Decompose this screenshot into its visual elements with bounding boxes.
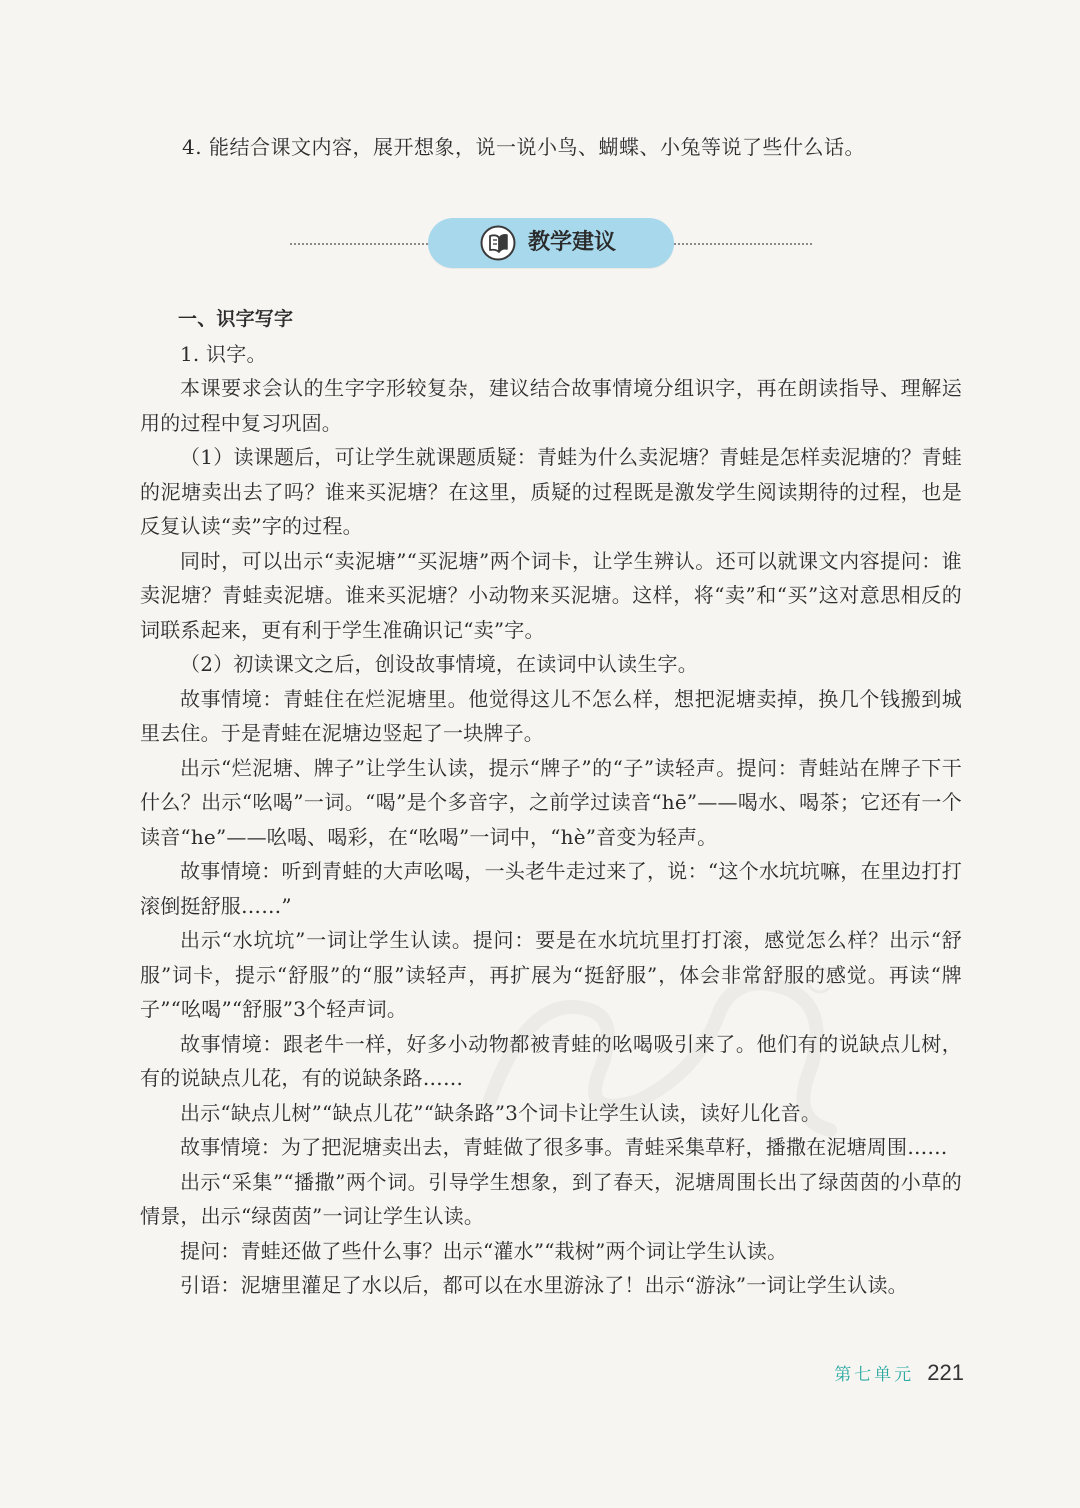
paragraph: 本课要求会认的生字字形较复杂，建议结合故事情境分组识字，再在朗读指导、理解运用的过程中复习巩固。: [140, 376, 962, 435]
page-number: 221: [927, 1360, 964, 1385]
paragraph: 故事情境：青蛙住在烂泥塘里。他觉得这儿不怎么样，想把泥塘卖掉，换几个钱搬到城里去住。于是青蛙在泥塘边竖起了一块牌子。: [140, 686, 962, 745]
paragraph: （1）读课题后，可让学生就课题质疑：青蛙为什么卖泥塘？青蛙是怎样卖泥塘的？青蛙的泥塘卖出去了吗？谁来买泥塘？在这里，质疑的过程既是激发学生阅读期待的过程，也是反复认读“卖”字的过程。: [140, 445, 962, 538]
paragraph: 故事情境：跟老牛一样，好多小动物都被青蛙的吆喝吸引来了。他们有的说缺点儿树，有的说缺点儿花，有的说缺条路……: [140, 1031, 962, 1090]
unit-label: 第七单元: [834, 1365, 915, 1385]
paragraph: （2）初读课文之后，创设故事情境，在读词中认读生字。: [180, 652, 698, 676]
paragraph: 提问：青蛙还做了些什么事？出示“灌水”“栽树”两个词让学生认读。: [180, 1238, 788, 1263]
section-title: 教学建议: [528, 230, 617, 255]
paragraph: 同时，可以出示“卖泥塘”“买泥塘”两个词卡，让学生辨认。还可以就课文内容提问：谁卖泥塘？青蛙卖泥塘。谁来买泥塘？小动物来买泥塘。这样，将“卖”和“买”这对意思相反的词联系起来，更有利于学生准确识记“卖”字。: [140, 548, 962, 642]
paragraph: 故事情境：听到青蛙的大声吆喝，一头老牛走过来了，说：“这个水坑坑嘛，在里边打打滚倒挺舒服……”: [140, 859, 962, 918]
paragraph: 出示“烂泥塘、牌子”让学生认读，提示“牌子”的“子”读轻声。提问：青蛙站在牌子下干什么？出示“吆喝”一词。“喝”是个多音字，之前学过读音“hē”——喝水、喝茶；它还有一个读音“he”——吆喝、喝彩，在“吆喝”一词中，“hè”音变为轻声。: [140, 755, 962, 849]
publisher-watermark: [470, 950, 850, 1150]
paragraph: 引语：泥塘里灌足了水以后，都可以在水里游泳了！出示“游泳”一词让学生认读。: [180, 1273, 908, 1297]
paragraph: 1. 识字。: [180, 341, 267, 366]
banner-dotted-line-left: [290, 243, 428, 245]
paragraph: 出示“水坑坑”一词让学生认读。提问：要是在水坑坑里打打滚，感觉怎么样？出示“舒服”词卡，提示“舒服”的“服”读轻声，再扩展为“挺舒服”，体会非常舒服的感觉。再读“牌子”“吆喝”“舒服”3个轻声词。: [140, 928, 962, 1021]
section-banner: [290, 218, 812, 270]
section-heading: 一、识字写字: [178, 308, 294, 330]
teaching-suggestions-body: [140, 302, 962, 1303]
learning-objective-item: 4. 能结合课文内容，展开想象，说一说小鸟、蝴蝶、小兔等说了些什么话。: [182, 135, 865, 159]
paragraph: 出示“缺点儿树”“缺点儿花”“缺条路”3个词卡让学生认读，读好儿化音。: [180, 1100, 822, 1125]
banner-pill: [428, 218, 674, 268]
teaching-book-icon: [480, 225, 516, 261]
paragraph: 出示“采集”“播撒”两个词。引导学生想象，到了春天，泥塘周围长出了绿茵茵的小草的情景，出示“绿茵茵”一词让学生认读。: [140, 1169, 962, 1228]
banner-dotted-line-right: [674, 243, 812, 245]
page-footer: [834, 1360, 964, 1386]
paragraph: 故事情境：为了把泥塘卖出去，青蛙做了很多事。青蛙采集草籽，播撒在泥塘周围……: [180, 1135, 948, 1159]
